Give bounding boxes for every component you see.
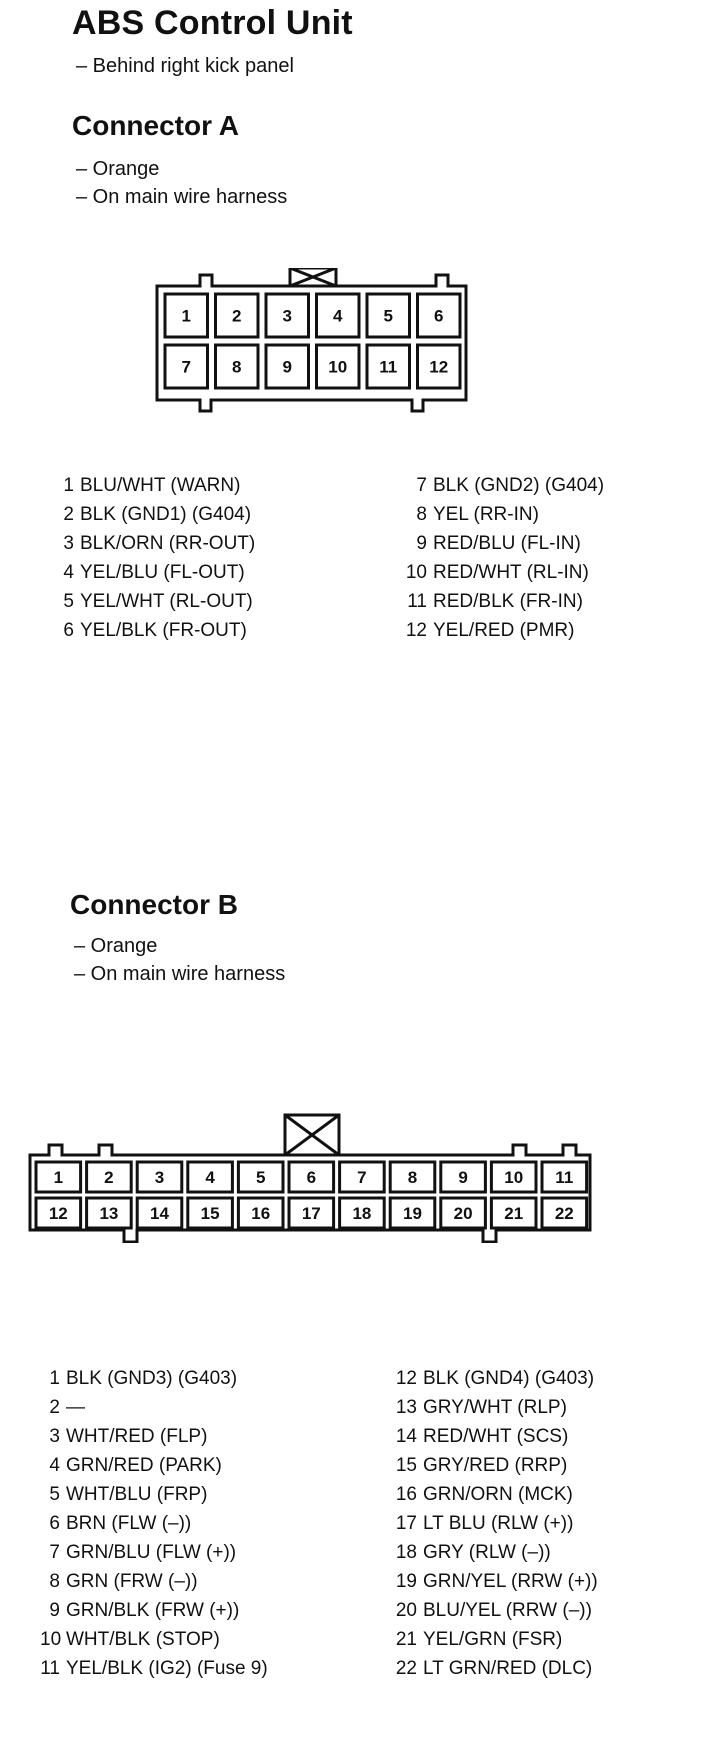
connector-b-pin-row-14 (383, 1422, 598, 1451)
connector-b-pin-wire: GRN/ORN (MCK) (423, 1484, 573, 1505)
connector-b-pin-number: 3 (49, 1426, 60, 1447)
connector-a-pin-wire: RED/BLU (FL-IN) (433, 533, 581, 554)
connector-a-pin-row-11 (395, 587, 604, 616)
connector-a-pin-row-5 (52, 587, 255, 616)
connector-b-pin-wire: GRN/RED (PARK) (66, 1455, 222, 1476)
connector-a-pin-row-3 (52, 529, 255, 558)
connector-a-pin-wire: BLK (GND2) (G404) (433, 475, 605, 496)
connector-b-lock-cross (285, 1115, 339, 1155)
connector-b-pin-number: 2 (49, 1397, 60, 1418)
connector-b-pin-row-13 (383, 1393, 598, 1422)
connector-b-pin-row-3 (40, 1422, 268, 1451)
connector-a-pin-number: 8 (416, 504, 427, 525)
connector-b-diagram (0, 1113, 704, 1243)
connector-a-pin-row-7 (395, 471, 604, 500)
connector-b-pin-row-16 (383, 1480, 598, 1509)
connector-a-diagram (0, 268, 704, 428)
connector-b-pin-number: 5 (49, 1484, 60, 1505)
connector-a-pin-number: 3 (63, 533, 74, 554)
connector-b-pin-wire: WHT/BLK (STOP) (66, 1629, 220, 1650)
connector-b-pin-row-10 (40, 1625, 268, 1654)
connector-b-note-color: – Orange (74, 935, 158, 957)
connector-b-pin-number: 21 (395, 1629, 417, 1650)
connector-a-pin-wire: RED/BLK (FR-IN) (433, 591, 583, 612)
connector-b-pin-wire: GRY/RED (RRP) (423, 1455, 568, 1476)
connector-b-notes (74, 932, 285, 988)
connector-a-pin-number: 5 (63, 591, 74, 612)
connector-a-cavity-label-8: 8 (232, 357, 242, 377)
connector-a-pin-row-12 (395, 616, 604, 645)
connector-b-pin-wire: — (66, 1397, 85, 1418)
connector-b-pin-wire: BRN (FLW (–)) (66, 1513, 192, 1534)
connector-a-pin-wire: YEL/RED (PMR) (433, 620, 575, 641)
connector-b-cavity-label-12: 12 (48, 1204, 68, 1224)
connector-b-pin-row-4 (40, 1451, 268, 1480)
connector-b-cavity-label-13: 13 (99, 1204, 119, 1224)
connector-b-pin-number: 16 (395, 1484, 417, 1505)
connector-b-title: Connector B (70, 889, 238, 920)
connector-b-cavity-label-9: 9 (458, 1168, 468, 1188)
connector-b-pin-wire: GRY (RLW (–)) (423, 1542, 551, 1563)
connector-b-cavity-label-19: 19 (403, 1204, 422, 1224)
connector-b-pin-wire: WHT/BLU (FRP) (66, 1484, 208, 1505)
connector-b-pin-number: 15 (395, 1455, 417, 1476)
connector-b-pin-row-19 (383, 1567, 598, 1596)
connector-a-pin-number: 4 (63, 562, 74, 583)
connector-a-pin-row-8 (395, 500, 604, 529)
connector-b-pin-row-20 (383, 1596, 598, 1625)
connector-b-cavity-label-2: 2 (104, 1168, 114, 1188)
connector-b-pin-number: 11 (40, 1658, 60, 1679)
connector-b-cavity-label-17: 17 (301, 1204, 321, 1224)
connector-a-cavity-label-4: 4 (333, 306, 343, 326)
connector-b-pin-number: 17 (395, 1513, 417, 1534)
connector-b-pin-number: 14 (395, 1426, 417, 1447)
connector-b-cavity-label-18: 18 (352, 1204, 372, 1224)
connector-b-pin-row-8 (40, 1567, 268, 1596)
connector-a-pin-wire: BLK (GND1) (G404) (80, 504, 252, 525)
connector-b-cavity-label-14: 14 (150, 1204, 169, 1224)
connector-b-cavity-label-15: 15 (200, 1204, 220, 1224)
connector-b-pin-number: 7 (49, 1542, 60, 1563)
connector-a-pin-wire: YEL/BLU (FL-OUT) (80, 562, 245, 583)
connector-a-pin-wire: YEL (RR-IN) (433, 504, 539, 525)
connector-b-pin-number: 22 (395, 1658, 417, 1679)
connector-a-note-color: – Orange (76, 158, 160, 180)
location-note: – Behind right kick panel (76, 55, 294, 77)
connector-a-pin-number: 9 (416, 533, 427, 554)
connector-b-cavity-label-21: 21 (504, 1204, 524, 1224)
connector-b-pin-row-15 (383, 1451, 598, 1480)
connector-b-pin-number: 20 (395, 1600, 417, 1621)
connector-b-cavity-label-3: 3 (154, 1168, 165, 1188)
connector-b-pin-wire: BLK (GND4) (G403) (423, 1368, 595, 1389)
connector-b-pin-number: 10 (40, 1629, 62, 1650)
connector-b-cavities (36, 1162, 587, 1228)
connector-b-pin-row-6 (40, 1509, 268, 1538)
connector-b-cavity-label-5: 5 (255, 1168, 266, 1188)
connector-a-cavity-label-6: 6 (434, 306, 444, 326)
connector-a-cavity-label-1: 1 (181, 306, 191, 326)
connector-b-pin-wire: YEL/BLK (IG2) (Fuse 9) (66, 1658, 268, 1679)
connector-a-notes (76, 155, 287, 211)
connector-b-pinlist-right (383, 1364, 598, 1683)
connector-b-cavity-label-6: 6 (306, 1168, 317, 1188)
connector-a-cavity-label-3: 3 (282, 306, 292, 326)
connector-b-pin-number: 13 (395, 1397, 417, 1418)
connector-a-pin-row-2 (52, 500, 255, 529)
connector-a-cavity-label-2: 2 (232, 306, 242, 326)
connector-b-pin-number: 19 (395, 1571, 417, 1592)
connector-a-pin-number: 11 (407, 591, 427, 612)
connector-b-note-location: – On main wire harness (74, 963, 286, 985)
connector-a-pin-wire: YEL/WHT (RL-OUT) (80, 591, 253, 612)
connector-b-cavity-label-22: 22 (554, 1204, 574, 1224)
connector-a-pin-wire: BLU/WHT (WARN) (80, 475, 241, 496)
connector-a-pin-row-9 (395, 529, 604, 558)
connector-b-pin-number: 9 (49, 1600, 60, 1621)
connector-a-pinlist-left (52, 471, 255, 645)
connector-b-cavity-label-4: 4 (205, 1168, 215, 1188)
connector-a-cavity-label-12: 12 (429, 357, 449, 377)
connector-a-pin-number: 1 (63, 475, 74, 496)
connector-a-pin-row-6 (52, 616, 255, 645)
connector-b-cavity-label-11: 11 (555, 1168, 574, 1188)
connector-a-cavities (165, 294, 460, 388)
connector-b-pin-wire: GRN/YEL (RRW (+)) (423, 1571, 598, 1592)
connector-a-pin-wire: RED/WHT (RL-IN) (433, 562, 589, 583)
connector-b-pin-wire: LT BLU (RLW (+)) (423, 1513, 574, 1534)
connector-a-pin-row-4 (52, 558, 255, 587)
connector-a-pin-wire: YEL/BLK (FR-OUT) (80, 620, 247, 641)
connector-b-pin-row-11 (40, 1654, 268, 1683)
connector-b-pin-wire: YEL/GRN (FSR) (423, 1629, 563, 1650)
connector-b-pin-row-1 (40, 1364, 268, 1393)
connector-b-pin-row-12 (383, 1364, 598, 1393)
connector-b-pin-number: 1 (49, 1368, 60, 1389)
connector-a-lock-cross (290, 268, 336, 286)
connector-b-pin-number: 6 (49, 1513, 60, 1534)
connector-b-pin-wire: RED/WHT (SCS) (423, 1426, 569, 1447)
connector-b-pin-wire: WHT/RED (FLP) (66, 1426, 208, 1447)
connector-b-pin-wire: BLU/YEL (RRW (–)) (423, 1600, 592, 1621)
connector-a-pin-row-1 (52, 471, 255, 500)
connector-a-pin-number: 10 (405, 562, 427, 583)
connector-b-pin-number: 8 (49, 1571, 60, 1592)
connector-b-cavity-label-1: 1 (53, 1168, 64, 1188)
page-title: ABS Control Unit (72, 4, 353, 42)
connector-b-pin-wire: GRN/BLK (FRW (+)) (66, 1600, 240, 1621)
connector-a-pin-number: 12 (405, 620, 427, 641)
connector-b-pin-wire: LT GRN/RED (DLC) (423, 1658, 593, 1679)
connector-a-pin-wire: BLK/ORN (RR-OUT) (80, 533, 256, 554)
connector-b-pinlist-left (40, 1364, 268, 1683)
connector-a-pinlist-right (395, 471, 604, 645)
connector-b-pin-number: 18 (395, 1542, 417, 1563)
connector-b-pin-row-17 (383, 1509, 598, 1538)
connector-a-title: Connector A (72, 110, 239, 141)
connector-b-pin-row-9 (40, 1596, 268, 1625)
connector-b-pin-row-5 (40, 1480, 268, 1509)
connector-a-pin-number: 2 (63, 504, 74, 525)
connector-a-housing (157, 268, 466, 411)
connector-a-pin-number: 7 (416, 475, 427, 496)
connector-a-pin-number: 6 (63, 620, 74, 641)
connector-b-pin-row-7 (40, 1538, 268, 1567)
connector-b-pin-row-18 (383, 1538, 598, 1567)
connector-b-cavity-label-10: 10 (504, 1168, 524, 1188)
connector-b-cavity-label-7: 7 (357, 1168, 367, 1188)
connector-a-cavity-label-10: 10 (328, 357, 348, 377)
connector-a-cavity-label-7: 7 (181, 357, 191, 377)
connector-a-pin-row-10 (395, 558, 604, 587)
connector-a-cavity-label-9: 9 (282, 357, 292, 377)
connector-b-pin-row-2 (40, 1393, 268, 1422)
connector-b-pin-wire: GRN (FRW (–)) (66, 1571, 198, 1592)
connector-a-note-location: – On main wire harness (76, 186, 288, 208)
connector-b-pin-wire: GRY/WHT (RLP) (423, 1397, 567, 1418)
connector-b-pin-row-21 (383, 1625, 598, 1654)
connector-b-pin-wire: BLK (GND3) (G403) (66, 1368, 238, 1389)
connector-b-pin-wire: GRN/BLU (FLW (+)) (66, 1542, 237, 1563)
connector-a-cavity-label-5: 5 (383, 306, 393, 326)
connector-b-pin-number: 4 (49, 1455, 60, 1476)
connector-a-cavity-label-11: 11 (379, 357, 398, 377)
connector-b-pin-number: 12 (395, 1368, 417, 1389)
connector-b-pin-row-22 (383, 1654, 598, 1683)
connector-b-cavity-label-20: 20 (453, 1204, 473, 1224)
connector-b-cavity-label-16: 16 (251, 1204, 271, 1224)
connector-b-cavity-label-8: 8 (407, 1168, 418, 1188)
